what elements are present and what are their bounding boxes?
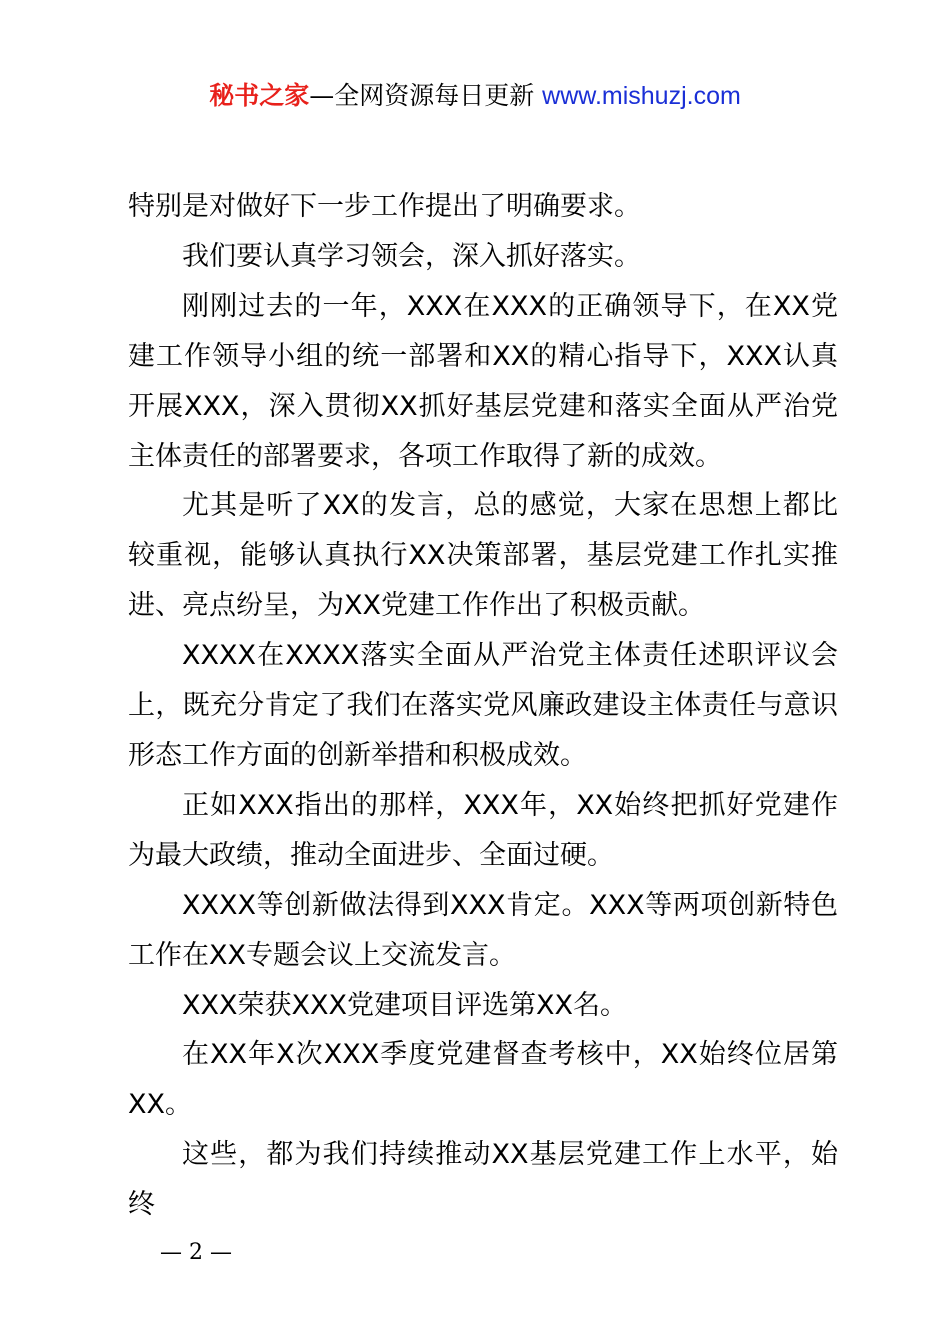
header-tagline: 全网资源每日更新: [334, 81, 543, 110]
paragraph: 正如XXX指出的那样，XXX年，XX始终把抓好党建作为最大政绩，推动全面进步、全面过硬。: [128, 789, 838, 871]
paragraph: 这些，都为我们持续推动XX基层党建工作上水平，始终: [128, 1139, 838, 1221]
paragraph: 刚刚过去的一年，XXX在XXX的正确领导下，在XX党建工作领导小组的统一部署和XX的精心指导下，XXX认真开展XXX，深入贯彻XX抓好基层党建和落实全面从严治党主体责任的部署要求，各项工作取得了新的成效。: [128, 290, 838, 472]
paragraph: 我们要认真学习领会，深入抓好落实。: [182, 240, 641, 272]
paragraph: XXXX等创新做法得到XXX肯定。XXX等两项创新特色工作在XX专题会议上交流发言。: [128, 889, 838, 971]
paragraph: XXXX在XXXX落实全面从严治党主体责任述职评议会上，既充分肯定了我们在落实党风廉政建设主体责任与意识形态工作方面的创新举措和积极成效。: [128, 640, 838, 771]
page-header: [0, 78, 950, 114]
header-url-link[interactable]: www.mishuzj.com: [542, 82, 741, 110]
paragraph: XXX荣获XXX党建项目评选第XX名。: [182, 989, 627, 1021]
header-brand: 秘书之家: [209, 81, 310, 110]
header-separator: —: [309, 81, 335, 110]
paragraph: 在XX年X次XXX季度党建督查考核中，XX始终位居第XX。: [128, 1039, 838, 1121]
paragraph: 尤其是听了XX的发言，总的感觉，大家在思想上都比较重视，能够认真执行XX决策部署，基层党建工作扎实推进、亮点纷呈，为XX党建工作作出了积极贡献。: [128, 490, 838, 622]
paragraph-continued: 特别是对做好下一步工作提出了明确要求。: [128, 191, 641, 222]
document-body: [128, 182, 838, 1230]
page-number: — 2 —: [160, 1240, 232, 1265]
